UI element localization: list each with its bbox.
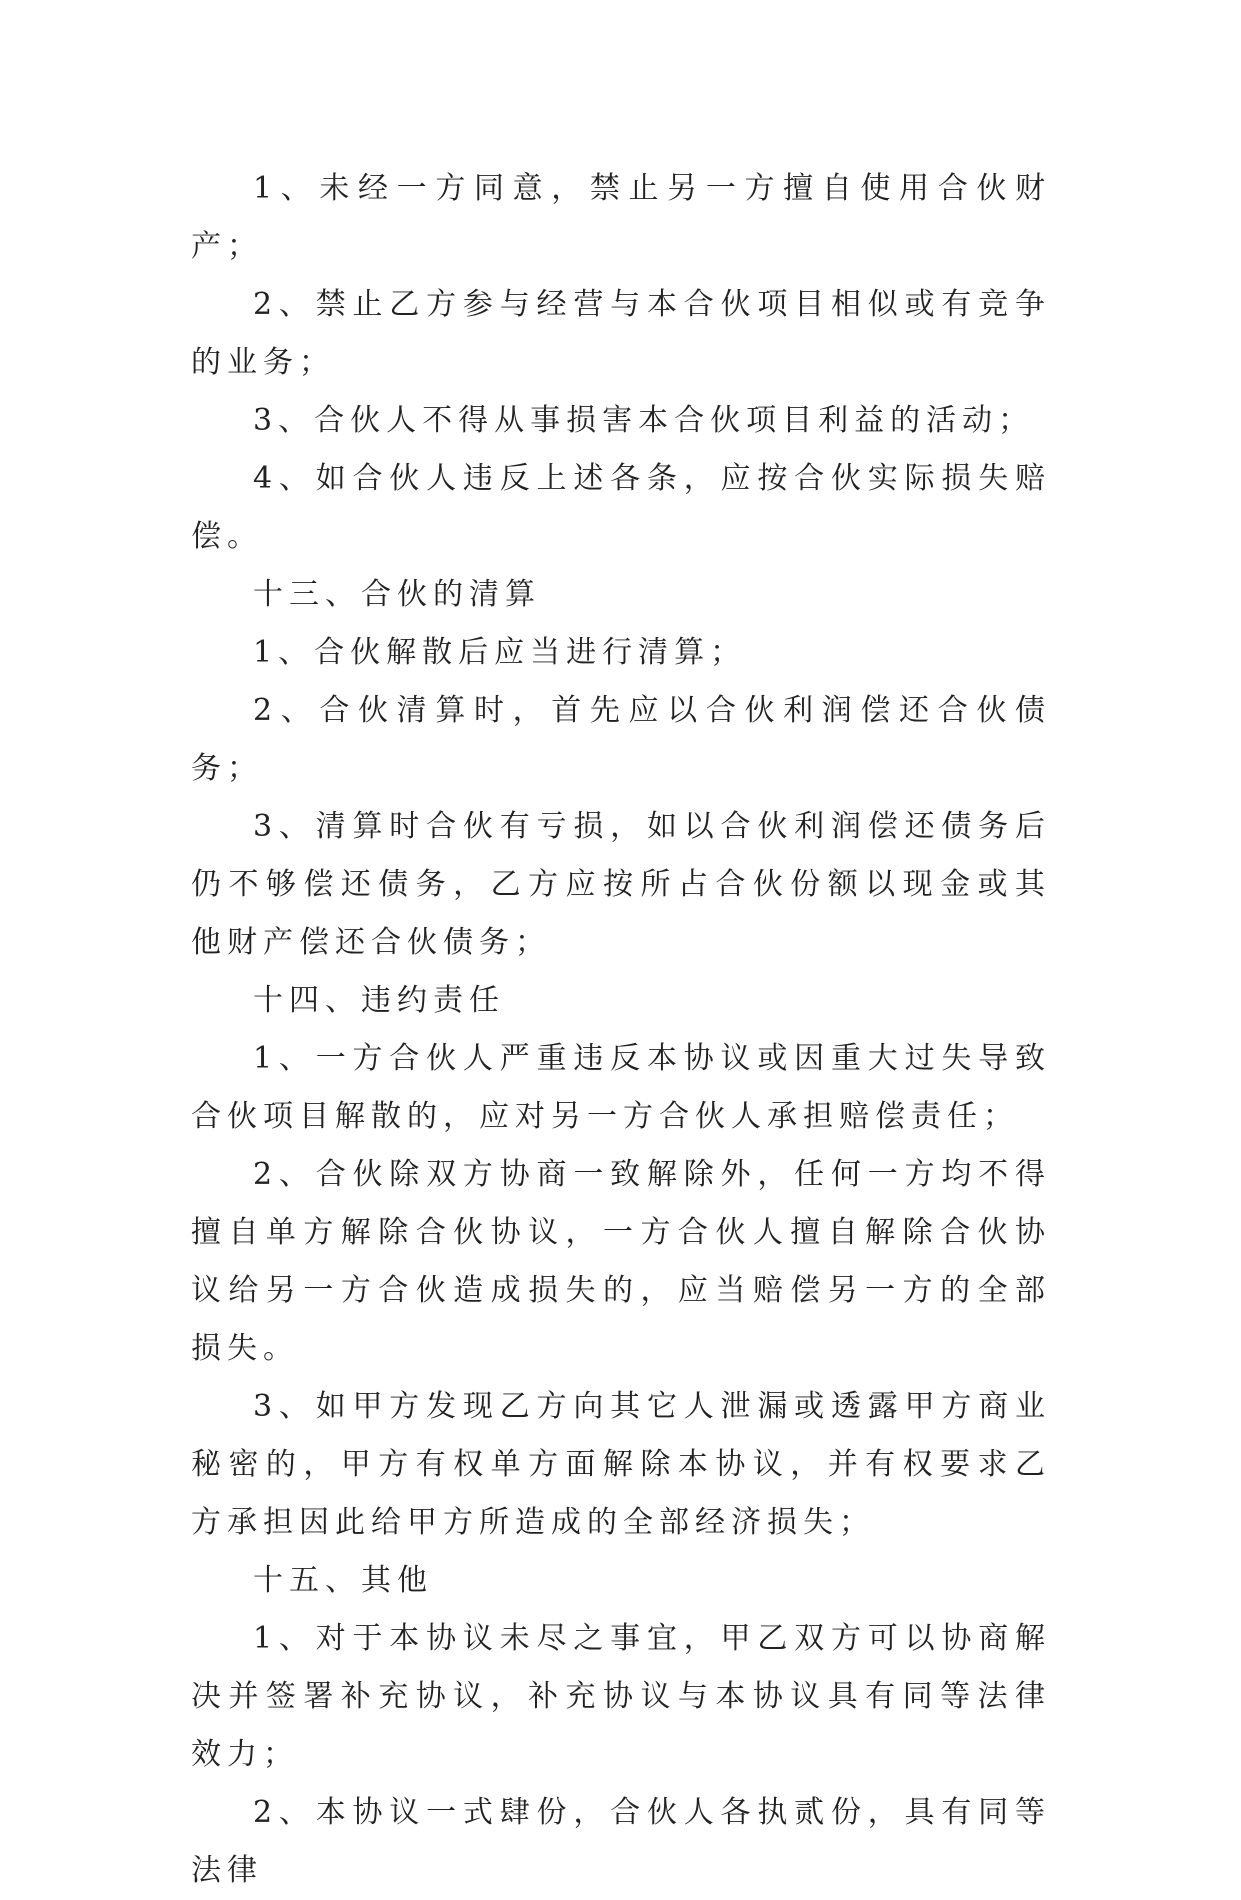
clause-breach-3: 3、如甲方发现乙方向其它人泄漏或透露甲方商业秘密的，甲方有权单方面解除本协议，并有权要求乙方承担因此给甲方所造成的全部经济损失； <box>191 1389 1051 1540</box>
clause-13-3: 3、合伙人不得从事损害本合伙项目利益的活动； <box>253 403 1035 438</box>
clause-liquidation-3: 3、清算时合伙有亏损，如以合伙利润偿还债务后仍不够偿还债务，乙方应按所占合伙份额以现金或其他财产偿还合伙债务； <box>191 809 1051 960</box>
clause-13-2: 2、禁止乙方参与经营与本合伙项目相似或有竞争的业务； <box>191 287 1051 380</box>
clause-liquidation-1: 1、合伙解散后应当进行清算； <box>253 635 747 670</box>
section-heading-14: 十四、违约责任 <box>253 983 505 1018</box>
clause-breach-2: 2、合伙除双方协商一致解除外，任何一方均不得擅自单方解除合伙协议，一方合伙人擅自解除合伙协议给另一方合伙造成损失的，应当赔偿另一方的全部损失。 <box>191 1157 1051 1366</box>
document-body <box>191 160 1051 1900</box>
clause-breach-1: 1、一方合伙人严重违反本协议或因重大过失导致合伙项目解散的，应对另一方合伙人承担赔偿责任； <box>191 1041 1051 1134</box>
section-heading-13: 十三、合伙的清算 <box>253 577 541 612</box>
clause-13-1: 1、未经一方同意，禁止另一方擅自使用合伙财产； <box>191 171 1051 264</box>
clause-13-4: 4、如合伙人违反上述各条，应按合伙实际损失赔偿。 <box>191 461 1051 554</box>
section-heading-15: 十五、其他 <box>253 1563 433 1598</box>
clause-other-1: 1、对于本协议未尽之事宜，甲乙双方可以协商解决并签署补充协议，补充协议与本协议具有同等法律效力； <box>191 1621 1051 1772</box>
clause-other-2: 2、本协议一式肆份，合伙人各执贰份，具有同等法律 <box>191 1795 1051 1888</box>
clause-liquidation-2: 2、合伙清算时，首先应以合伙利润偿还合伙债务； <box>191 693 1051 786</box>
